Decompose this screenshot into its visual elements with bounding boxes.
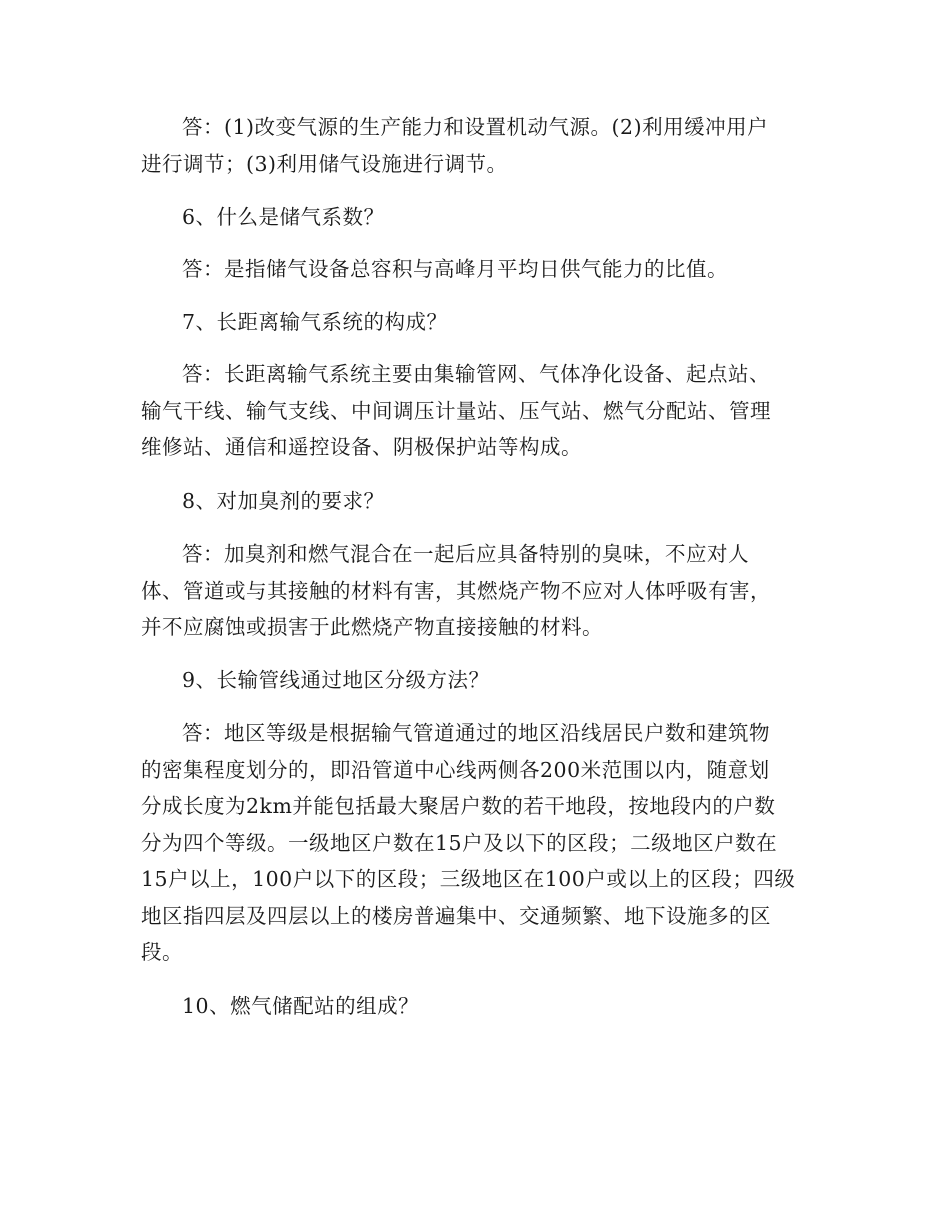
question-heading	[141, 662, 813, 699]
answer-paragraph	[141, 356, 813, 466]
question-heading	[141, 483, 813, 520]
text-line: 9、长输管线通过地区分级方法？	[182, 668, 490, 692]
text-line: 维修站、通信和遥控设备、阴极保护站等构成。	[141, 435, 582, 459]
text-line: 段。	[141, 940, 183, 964]
text-line: 的密集程度划分的，即沿管道中心线两侧各200米范围以内，随意划	[141, 757, 770, 782]
text-line: 15户以上，100户以下的区段；三级地区在100户或以上的区段；四级	[141, 867, 796, 891]
text-line: 答：是指储气设备总容积与高峰月平均日供气能力的比值。	[182, 257, 728, 281]
text-line: 并不应腐蚀或损害于此燃烧产物直接接触的材料。	[141, 615, 603, 639]
answer-paragraph	[141, 251, 813, 288]
text-line: 答：加臭剂和燃气混合在一起后应具备特别的臭味，不应对人	[182, 542, 749, 566]
question-heading	[141, 988, 813, 1025]
text-line: 分成长度为2km并能包括最大聚居户数的若干地段，按地段内的户数	[141, 794, 776, 818]
text-line: 地区指四层及四层以上的楼房普遍集中、交通频繁、地下设施多的区	[141, 903, 771, 928]
answer-paragraph	[141, 715, 813, 971]
question-heading	[141, 199, 813, 236]
question-heading	[141, 304, 813, 341]
text-line: 输气干线、输气支线、中间调压计量站、压气站、燃气分配站、管理	[141, 398, 771, 423]
text-line: 10、燃气储配站的组成？	[182, 994, 420, 1018]
text-line: 体、管道或与其接触的材料有害，其燃烧产物不应对人体呼吸有害，	[141, 578, 771, 603]
answer-paragraph	[141, 109, 813, 182]
text-line: 6、什么是储气系数？	[182, 205, 385, 229]
text-line: 答：长距离输气系统主要由集输管网、气体净化设备、起点站、	[182, 362, 770, 386]
text-line: 8、对加臭剂的要求？	[182, 489, 385, 513]
text-line: 答：(1)改变气源的生产能力和设置机动气源。(2)利用缓冲用户	[182, 115, 769, 139]
text-line: 答：地区等级是根据输气管道通过的地区沿线居民户数和建筑物	[182, 721, 770, 745]
text-line: 7、长距离输气系统的构成？	[182, 310, 448, 334]
text-line: 进行调节；(3)利用储气设施进行调节。	[141, 151, 508, 176]
text-line: 分为四个等级。一级地区户数在15户及以下的区段；二级地区户数在	[141, 830, 778, 855]
answer-paragraph	[141, 536, 813, 646]
